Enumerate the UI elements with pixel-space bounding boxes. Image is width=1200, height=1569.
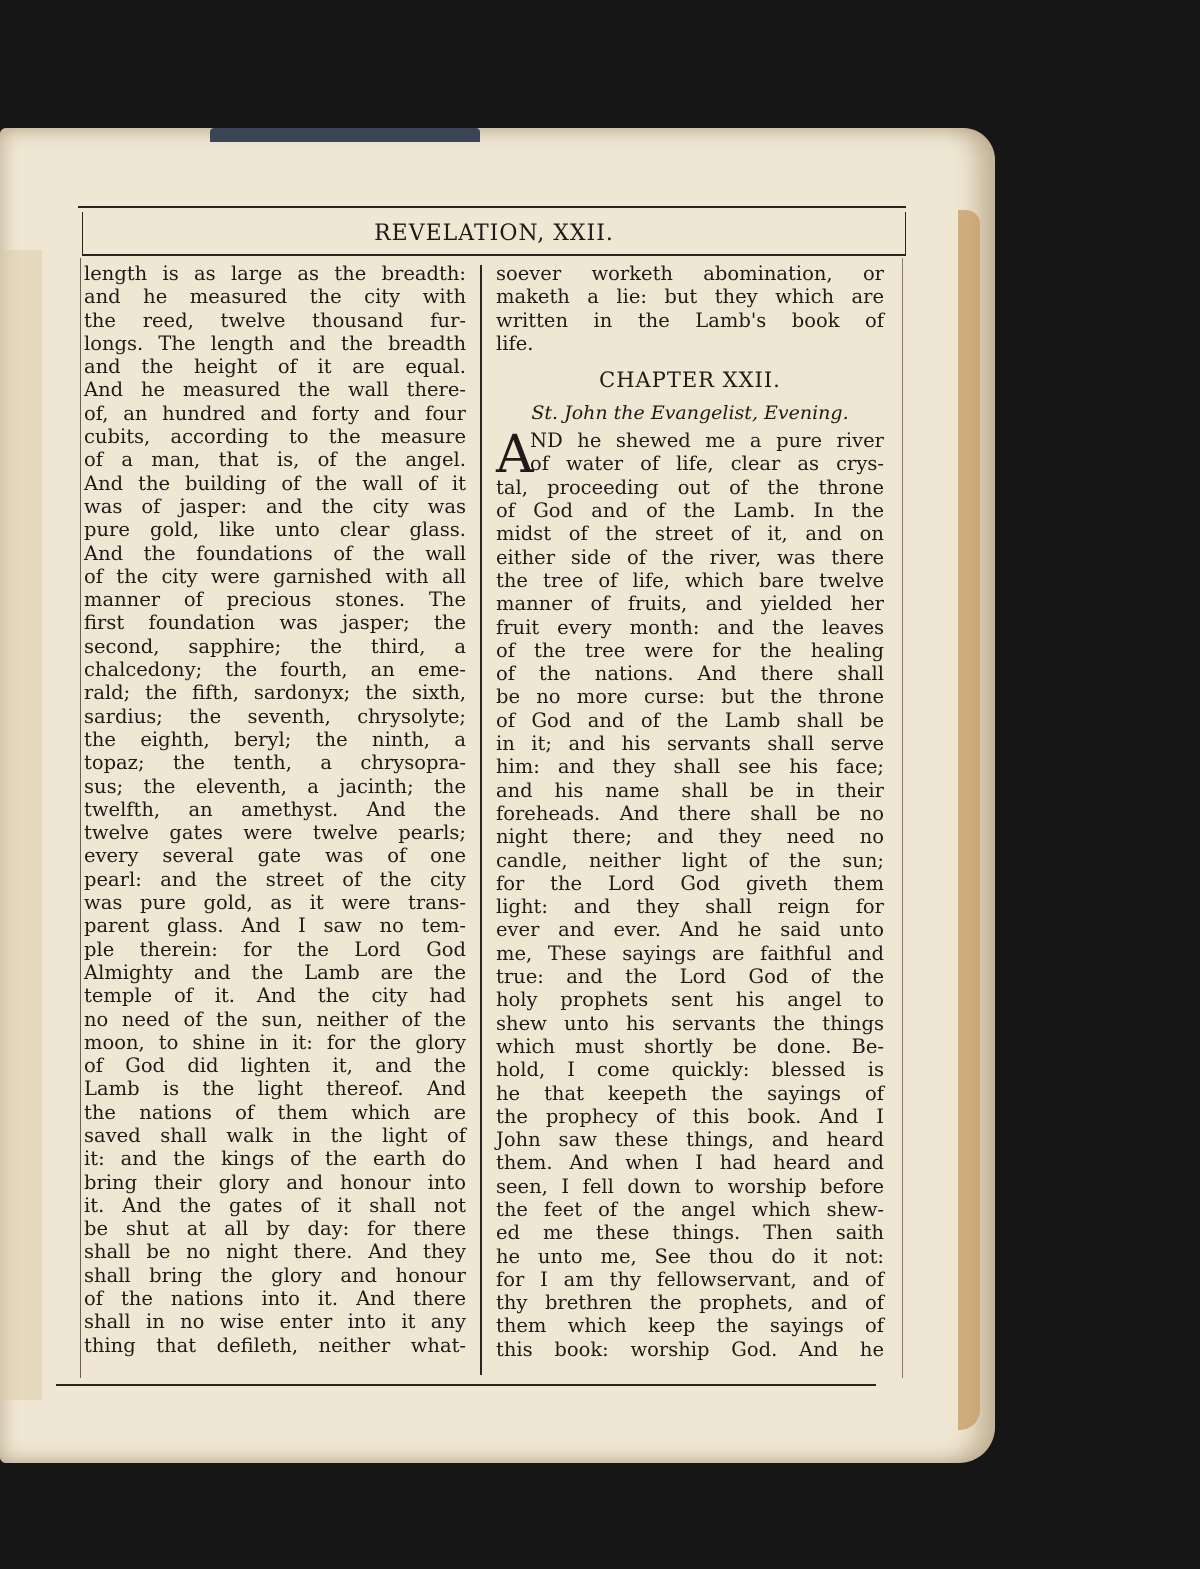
book-spine: [210, 128, 480, 142]
text-line: him: and they shall see his face;: [496, 755, 884, 779]
text-line: the prophecy of this book. And I: [496, 1104, 884, 1128]
column-divider: [480, 265, 482, 1375]
text-line: first foundation was jasper; the: [84, 611, 466, 635]
text-line: ND he shewed me a pure river: [530, 429, 884, 453]
text-line: he unto me, See thou do it not:: [496, 1244, 884, 1268]
text-line: of the tree were for the healing: [496, 638, 884, 662]
text-line: night there; and they need no: [496, 825, 884, 849]
text-line: of the nations into it. And there: [84, 1287, 466, 1311]
text-line: light: and they shall reign for: [496, 895, 884, 919]
text-line: was of jasper: and the city was: [84, 494, 466, 518]
text-line: And the foundations of the wall: [84, 541, 466, 565]
text-line: it: and the kings of the earth do: [84, 1147, 466, 1171]
text-line: second, sapphire; the third, a: [84, 634, 466, 658]
text-line: true: and the Lord God of the: [496, 965, 884, 989]
drop-cap: A: [496, 425, 534, 486]
text-line: either side of the river, was there: [496, 545, 884, 569]
page-stain: [2, 250, 42, 1400]
text-line: rald; the fifth, sardonyx; the sixth,: [84, 681, 466, 705]
right-column-top: [496, 262, 884, 355]
text-line: the tree of life, which bare twelve: [496, 568, 884, 592]
text-line: hold, I come quickly: blessed is: [496, 1058, 884, 1082]
text-line: of God and of the Lamb. In the: [496, 499, 884, 523]
text-line: for I am thy fellowservant, and of: [496, 1267, 884, 1291]
text-line: and his name shall be in their: [496, 778, 884, 802]
text-line: be no more curse: but the throne: [496, 685, 884, 709]
text-line: midst of the street of it, and on: [496, 522, 884, 546]
bottom-rule: [56, 1384, 876, 1386]
text-line: manner of precious stones. The: [84, 588, 466, 612]
text-line: sus; the eleventh, a jacinth; the: [84, 774, 466, 798]
text-line: twelfth, an amethyst. And the: [84, 797, 466, 821]
text-line: John saw these things, and heard: [496, 1128, 884, 1152]
text-line: no need of the sun, neither of the: [84, 1007, 466, 1031]
text-line: And he measured the wall there-: [84, 378, 466, 402]
text-line: ed me these things. Then saith: [496, 1221, 884, 1245]
text-line: them. And when I had heard and: [496, 1151, 884, 1175]
text-line: was pure gold, as it were trans-: [84, 891, 466, 915]
text-line: twelve gates were twelve pearls;: [84, 821, 466, 845]
text-line: which must shortly be done. Be-: [496, 1034, 884, 1058]
chapter-title: CHAPTER XXII.: [599, 368, 781, 393]
text-line: soever worketh abomination, or: [496, 262, 884, 285]
text-line: chalcedony; the fourth, an eme-: [84, 658, 466, 682]
text-line: holy prophets sent his angel to: [496, 988, 884, 1012]
text-line: of God and of the Lamb shall be: [496, 708, 884, 732]
text-line: cubits, according to the measure: [84, 425, 466, 449]
text-line: ple therein: for the Lord God: [84, 937, 466, 961]
text-line: of God did lighten it, and the: [84, 1054, 466, 1078]
text-line: life.: [496, 331, 534, 355]
text-line: maketh a lie: but they which are: [496, 285, 884, 309]
text-line: thy brethren the prophets, and of: [496, 1291, 884, 1315]
text-line: of water of life, clear as crys-: [530, 452, 884, 476]
text-line: the feet of the angel which shew-: [496, 1197, 884, 1221]
left-margin-rule: [80, 258, 81, 1378]
text-line: of the nations. And there shall: [496, 662, 884, 686]
text-line: every several gate was of one: [84, 844, 466, 868]
text-line: the eighth, beryl; the ninth, a: [84, 727, 466, 751]
right-column-body: [496, 476, 884, 1361]
text-line: fruit every month: and the leaves: [496, 615, 884, 639]
text-line: of, an hundred and forty and four: [84, 401, 466, 425]
text-line: this book: worship God. And he: [496, 1337, 884, 1361]
text-line: bring their glory and honour into: [84, 1170, 466, 1194]
text-line: and he measured the city with: [84, 285, 466, 309]
text-line: tal, proceeding out of the throne: [496, 475, 884, 499]
text-line: Lamb is the light thereof. And: [84, 1077, 466, 1101]
text-line: topaz; the tenth, a chrysopra-: [84, 751, 466, 775]
text-line: Almighty and the Lamb are the: [84, 960, 466, 984]
text-line: the reed, twelve thousand fur-: [84, 308, 466, 332]
text-line: thing that defileth, neither what-: [84, 1333, 466, 1357]
text-line: seen, I fell down to worship before: [496, 1174, 884, 1198]
text-line: written in the Lamb's book of: [496, 308, 884, 332]
text-line: in it; and his servants shall serve: [496, 732, 884, 756]
drop-cap-paragraph: [496, 425, 884, 486]
text-line: manner of fruits, and yielded her: [496, 592, 884, 616]
chapter-subtitle: St. John the Evangelist, Evening.: [531, 402, 849, 425]
left-column: [84, 262, 466, 1357]
text-line: moon, to shine in it: for the glory: [84, 1030, 466, 1054]
text-line: shew unto his servants the things: [496, 1011, 884, 1035]
text-line: of a man, that is, of the angel.: [84, 448, 466, 472]
text-line: of the city were garnished with all: [84, 564, 466, 588]
text-line: he that keepeth the sayings of: [496, 1081, 884, 1105]
text-line: me, These sayings are faithful and: [496, 941, 884, 965]
text-line: temple of it. And the city had: [84, 984, 466, 1008]
text-line: for the Lord God giveth them: [496, 871, 884, 895]
text-line: parent glass. And I saw no tem-: [84, 914, 466, 938]
right-column: [496, 262, 884, 1361]
text-line: candle, neither light of the sun;: [496, 848, 884, 872]
text-line: length is as large as the breadth:: [84, 262, 466, 285]
text-line: shall in no wise enter into it any: [84, 1310, 466, 1334]
running-head: REVELATION, XXII.: [82, 212, 906, 256]
text-line: saved shall walk in the light of: [84, 1123, 466, 1147]
text-line: be shut at all by day: for there: [84, 1217, 466, 1241]
text-line: pearl: and the street of the city: [84, 867, 466, 891]
text-line: it. And the gates of it shall not: [84, 1193, 466, 1217]
text-line: sardius; the seventh, chrysolyte;: [84, 704, 466, 728]
text-line: pure gold, like unto clear glass.: [84, 518, 466, 542]
text-line: And the building of the wall of it: [84, 471, 466, 495]
text-line: ever and ever. And he said unto: [496, 918, 884, 942]
text-line: longs. The length and the breadth: [84, 331, 466, 355]
page-edge: [958, 210, 980, 1430]
text-line: foreheads. And there shall be no: [496, 801, 884, 825]
text-line: shall be no night there. And they: [84, 1240, 466, 1264]
text-line: and the height of it are equal.: [84, 355, 466, 379]
text-line: the nations of them which are: [84, 1100, 466, 1124]
drop-cap-lines: [496, 425, 884, 486]
right-margin-rule: [902, 258, 903, 1378]
text-line: them which keep the sayings of: [496, 1314, 884, 1338]
text-line: shall bring the glory and honour: [84, 1263, 466, 1287]
